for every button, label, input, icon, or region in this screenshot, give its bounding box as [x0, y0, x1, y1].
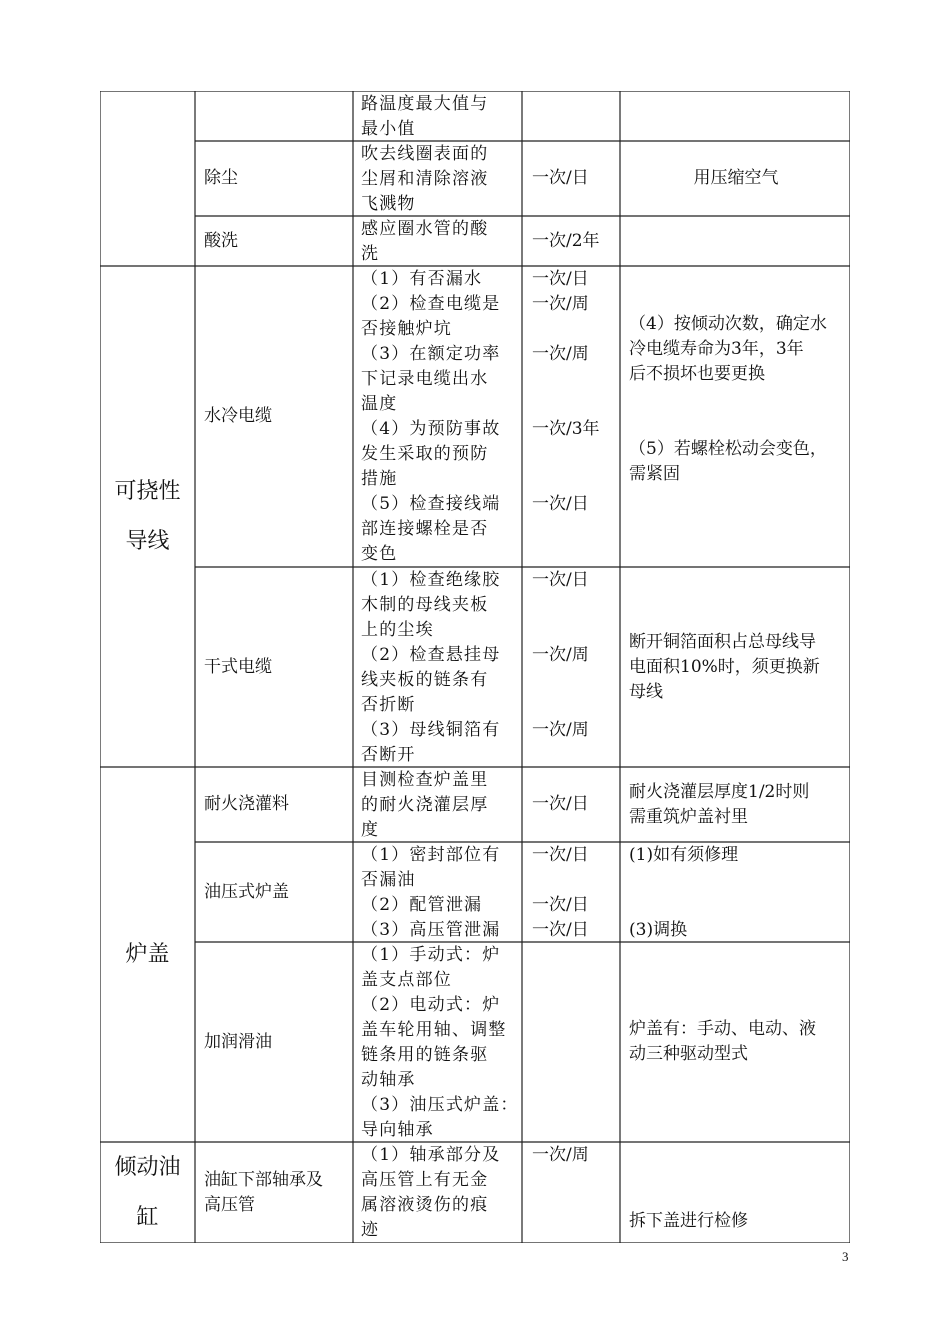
remark-cell: 用压缩空气 — [693, 168, 779, 188]
remark-cell: （4）按倾动次数，确定水 冷电缆寿命为3年，3年 后不损坏也要更换 （5）若螺栓松动会变色， 需紧固 — [629, 314, 827, 484]
period-cell: 一次/日 一次/周 一次/周 — [532, 570, 589, 740]
method-cell: 油压式炉盖 — [204, 881, 289, 902]
content-cell: 路温度最大值与 最小值 — [361, 94, 489, 139]
period-cell: 一次/日 — [532, 794, 589, 814]
method-cell: 除尘 — [204, 168, 238, 188]
group-label: 炉盖 — [125, 941, 170, 967]
content-cell: （1）有否漏水 （2）检查电缆是 否接触炉坑 （3）在额定功率 下记录电缆出水 温度 （4）为预防事故 发生采取的预防 措施 （5）检查接线端 部连接螺栓是否 变色 — [361, 269, 501, 564]
content-cell: （1）轴承部分及 高压管上有无金 属溶液烫伤的痕 迹 — [361, 1145, 501, 1240]
remark-cell: 炉盖有：手动、电动、液 动三种驱动型式 — [629, 1019, 816, 1064]
period-cell: 一次/日 — [532, 168, 589, 188]
remark-cell: 拆下盖进行检修 — [629, 1211, 748, 1231]
period-cell: 一次/2年 — [532, 230, 600, 251]
content-cell: 感应圈水管的酸 洗 — [361, 219, 489, 264]
page-number: 3 — [842, 1249, 849, 1264]
remark-cell: 耐火浇灌层厚度1/2时则 需重筑炉盖衬里 — [629, 781, 810, 827]
method-cell: 水冷电缆 — [204, 406, 272, 426]
method-cell: 酸洗 — [204, 230, 238, 251]
period-cell: 一次/周 — [532, 1145, 589, 1165]
content-cell: 目测检查炉盖里 的耐火浇灌层厚 度 — [361, 770, 489, 840]
content-cell: （1）检查绝缘胶 木制的母线夹板 上的尘埃 （2）检查悬挂母 线夹板的链条有 否折断 （3）母线铜箔有 否断开 — [361, 570, 501, 765]
content-cell: 吹去线圈表面的 尘屑和清除溶液 飞溅物 — [361, 144, 489, 214]
method-cell: 油缸下部轴承及 高压管 — [204, 1169, 323, 1215]
group-label: 可挠性 导线 — [114, 478, 181, 554]
period-cell: 一次/日 一次/日 一次/日 — [532, 845, 589, 940]
method-cell: 干式电缆 — [204, 656, 272, 677]
remark-cell: 断开铜箔面积占总母线导 电面积10%时，须更换新 母线 — [629, 631, 820, 702]
content-cell: （1）密封部位有 否漏油 （2）配管泄漏 （3）高压管泄漏 — [361, 845, 501, 940]
method-cell: 加润滑油 — [204, 1031, 272, 1052]
period-cell: 一次/日 一次/周 一次/周 一次/3年 一次/日 — [532, 269, 600, 514]
method-cell: 耐火浇灌料 — [204, 794, 289, 814]
content-cell: （1）手动式：炉 盖支点部位 （2）电动式：炉 盖车轮用轴、调整 链条用的链条驱 动轴承 （3）油压式炉盖： 导向轴承 — [361, 945, 519, 1140]
group-label: 倾动油 缸 — [114, 1154, 181, 1230]
maintenance-table — [100, 91, 850, 1243]
remark-cell: (1)如有须修理 (3)调换 — [629, 845, 739, 940]
